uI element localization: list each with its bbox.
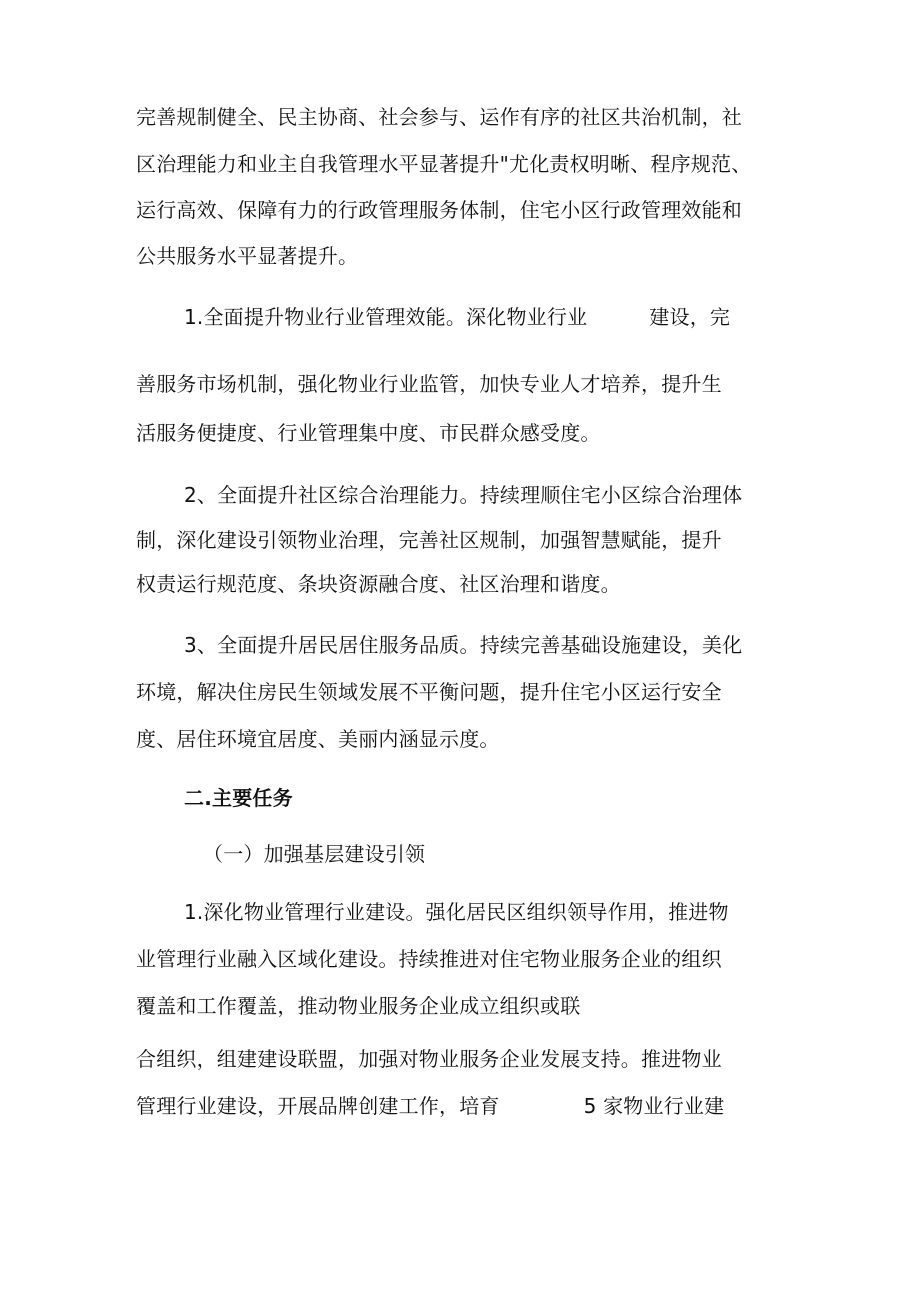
section-subheading: （一）加强基层建设引领 [203,842,426,866]
paragraph-line: 3、全面提升居民居住服务品质。持续完善基础设施建设，美化 [184,633,743,657]
paragraph-line: 覆盖和工作覆盖，推动物业服务企业成立组织或联 [136,994,581,1018]
text-segment: 1.全面提升物业行业管理效能。深化物业行业 [184,305,588,329]
text-segment: 管理行业建设，开展品牌创建工作，培育 [136,1094,500,1118]
paragraph-line: 公共服务水平显著提升。 [136,244,359,268]
paragraph-line: 区治理能力和业主自我管理水平显著提升"尤化责权明晰、程序规范、 [136,152,752,176]
text-segment: 建设，完 [649,305,731,329]
paragraph-line: 制，深化建设引领物业治理，完善社区规制，加强智慧赋能，提升 [136,528,722,552]
paragraph-line: 度、居住环境宜居度、美丽内涵显示度。 [136,727,500,751]
text-segment: 5 家物业行业建 [583,1094,725,1118]
paragraph-line: 权责运行规范度、条块资源融合度、社区治理和谐度。 [136,572,621,596]
paragraph-line: 业管理行业融入区域化建设。持续推进对住宅物业服务企业的组织 [136,947,722,971]
paragraph-line: 运行高效、保障有力的行政管理服务体制，住宅小区行政管理效能和 [136,198,742,222]
paragraph-line: 活服务便捷度、行业管理集中度、市民群众感受度。 [136,421,601,445]
paragraph-line: 环境，解决住房民生领域发展不平衡问题，提升住宅小区运行安全 [136,680,722,704]
paragraph-line: 1.深化物业管理行业建设。强化居民区组织领导作用，推进物 [184,900,729,924]
paragraph-line: 2、全面提升社区综合治理能力。持续理顺住宅小区综合治理体 [184,483,743,507]
section-heading: 二.主要任务 [184,786,293,810]
paragraph-line: 合组织，组建建设联盟，加强对物业服务企业发展支持。推进物业 [136,1047,722,1071]
paragraph-line: 完善规制健全、民主协商、社会参与、运作有序的社区共治机制，社 [136,105,742,129]
paragraph-first-line [184,303,730,331]
paragraph-line [136,1092,724,1120]
paragraph-line: 善服务市场机制，强化物业行业监管，加快专业人才培养，提升生 [136,372,722,396]
